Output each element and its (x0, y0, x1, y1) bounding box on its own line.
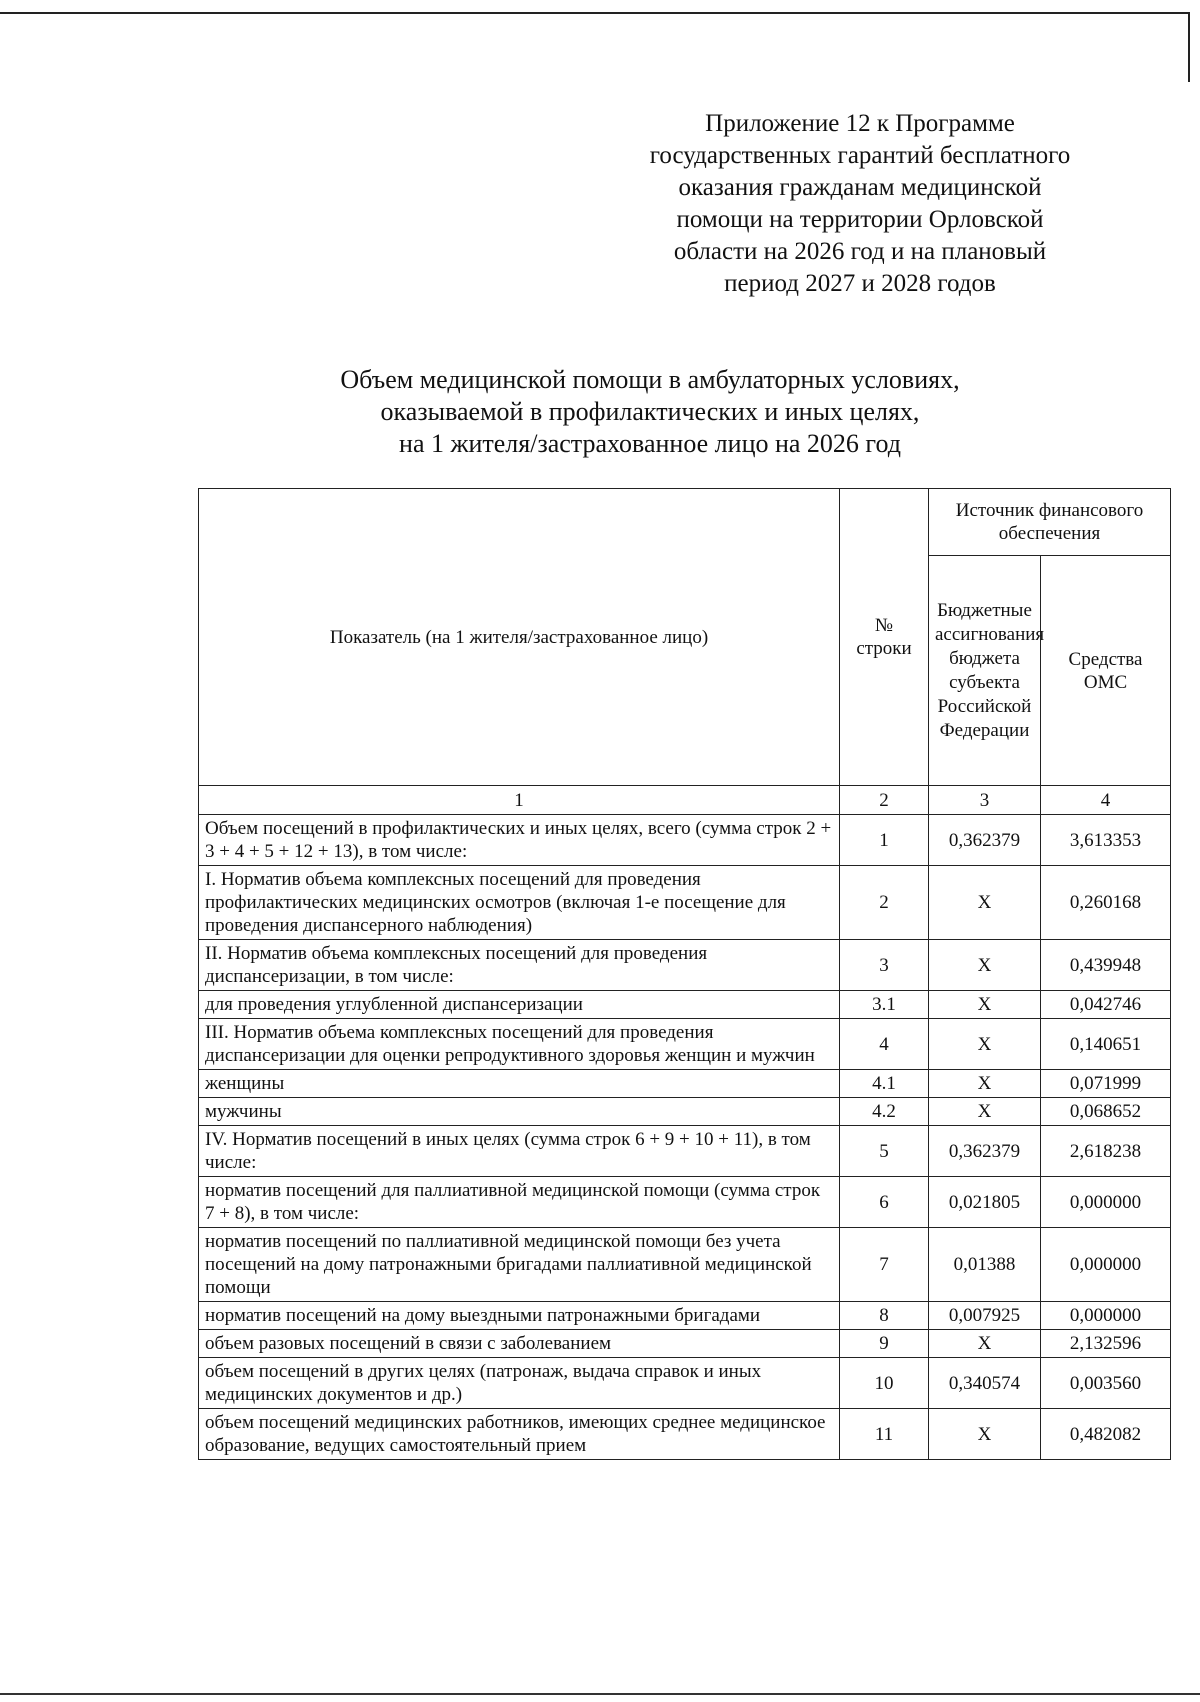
document-title (260, 364, 1040, 460)
header-funding-source: Источник финансового обеспечения (929, 489, 1171, 556)
row-number: 11 (840, 1409, 929, 1460)
row-oms-value: 0,000000 (1041, 1228, 1171, 1302)
appendix-line: период 2027 и 2028 годов (724, 270, 996, 297)
row-number: 6 (840, 1177, 929, 1228)
row-number: 7 (840, 1228, 929, 1302)
row-number: 4 (840, 1019, 929, 1070)
table-row (199, 866, 1171, 940)
row-budget-value: Х (929, 991, 1041, 1019)
title-line: на 1 жителя/застрахованное лицо на 2026 год (399, 429, 901, 458)
row-budget-value: 0,021805 (929, 1177, 1041, 1228)
row-indicator: I. Норматив объема комплексных посещений для проведения профилактических медицинских осмотров (включая 1-е посещение для проведения диспансерного наблюдения) (199, 866, 840, 940)
appendix-header (600, 108, 1120, 300)
appendix-line: Приложение 12 к Программе (705, 110, 1015, 137)
row-number: 1 (840, 815, 929, 866)
row-number: 5 (840, 1126, 929, 1177)
row-budget-value: Х (929, 1019, 1041, 1070)
row-indicator: IV. Норматив посещений в иных целях (сумма строк 6 + 9 + 10 + 11), в том числе: (199, 1126, 840, 1177)
row-number: 3.1 (840, 991, 929, 1019)
row-oms-value: 2,132596 (1041, 1330, 1171, 1358)
row-budget-value: Х (929, 866, 1041, 940)
column-number: 1 (199, 786, 840, 815)
row-oms-value: 0,003560 (1041, 1358, 1171, 1409)
row-budget-value: Х (929, 1330, 1041, 1358)
row-indicator: норматив посещений по паллиативной медицинской помощи без учета посещений на дому патронажными бригадами паллиативной медицинской помощи (199, 1228, 840, 1302)
table-row (199, 1330, 1171, 1358)
row-oms-value: 0,071999 (1041, 1070, 1171, 1098)
table-row (199, 1098, 1171, 1126)
row-budget-value: Х (929, 1098, 1041, 1126)
row-oms-value: 0,140651 (1041, 1019, 1171, 1070)
appendix-line: оказания гражданам медицинской (678, 174, 1042, 201)
row-oms-value: 0,068652 (1041, 1098, 1171, 1126)
row-oms-value: 0,482082 (1041, 1409, 1171, 1460)
row-indicator: норматив посещений на дому выездными патронажными бригадами (199, 1302, 840, 1330)
row-oms-value: 3,613353 (1041, 815, 1171, 866)
table-row (199, 991, 1171, 1019)
row-budget-value: 0,340574 (929, 1358, 1041, 1409)
header-indicator: Показатель (на 1 жителя/застрахованное лицо) (199, 489, 840, 786)
row-indicator: мужчины (199, 1098, 840, 1126)
header-budget: Бюджетные ассигнования бюджета субъекта Российской Федерации (929, 556, 1041, 786)
appendix-line: государственных гарантий бесплатного (649, 142, 1071, 169)
row-budget-value: 0,362379 (929, 815, 1041, 866)
row-number: 9 (840, 1330, 929, 1358)
row-indicator: объем посещений в других целях (патронаж, выдача справок и иных медицинских документов и др.) (199, 1358, 840, 1409)
row-indicator: объем разовых посещений в связи с заболеванием (199, 1330, 840, 1358)
table-row (199, 1070, 1171, 1098)
table-row (199, 1177, 1171, 1228)
table-row (199, 1409, 1171, 1460)
column-number: 3 (929, 786, 1041, 815)
row-budget-value: Х (929, 1070, 1041, 1098)
header-row-number: № строки (840, 489, 929, 786)
row-number: 3 (840, 940, 929, 991)
row-number: 10 (840, 1358, 929, 1409)
row-number: 4.1 (840, 1070, 929, 1098)
title-line: оказываемой в профилактических и иных целях, (380, 397, 920, 426)
row-oms-value: 0,042746 (1041, 991, 1171, 1019)
row-oms-value: 0,260168 (1041, 866, 1171, 940)
row-number: 8 (840, 1302, 929, 1330)
table-row (199, 815, 1171, 866)
row-budget-value: 0,01388 (929, 1228, 1041, 1302)
row-indicator: для проведения углубленной диспансеризации (199, 991, 840, 1019)
row-number: 2 (840, 866, 929, 940)
row-indicator: объем посещений медицинских работников, имеющих среднее медицинское образование, ведущих самостоятельный прием (199, 1409, 840, 1460)
table-row (199, 1358, 1171, 1409)
row-indicator: II. Норматив объема комплексных посещений для проведения диспансеризации, в том числе: (199, 940, 840, 991)
scan-border-top (0, 12, 1188, 14)
row-number: 4.2 (840, 1098, 929, 1126)
row-indicator: женщины (199, 1070, 840, 1098)
row-indicator: норматив посещений для паллиативной медицинской помощи (сумма строк 7 + 8), в том числе: (199, 1177, 840, 1228)
row-oms-value: 0,000000 (1041, 1302, 1171, 1330)
table-row (199, 1019, 1171, 1070)
scan-border-bottom (0, 1693, 1200, 1695)
row-oms-value: 2,618238 (1041, 1126, 1171, 1177)
scan-border-right (1188, 12, 1190, 82)
column-number: 4 (1041, 786, 1171, 815)
column-number: 2 (840, 786, 929, 815)
row-indicator: III. Норматив объема комплексных посещений для проведения диспансеризации для оценки репродуктивного здоровья женщин и мужчин (199, 1019, 840, 1070)
row-budget-value: 0,007925 (929, 1302, 1041, 1330)
table-row (199, 1126, 1171, 1177)
row-budget-value: 0,362379 (929, 1126, 1041, 1177)
appendix-line: помощи на территории Орловской (676, 206, 1044, 233)
header-oms: Средства ОМС (1041, 556, 1171, 786)
table-row (199, 940, 1171, 991)
title-line: Объем медицинской помощи в амбулаторных условиях, (340, 365, 960, 394)
row-budget-value: Х (929, 1409, 1041, 1460)
table-row (199, 1302, 1171, 1330)
volume-table (198, 488, 1171, 1460)
row-oms-value: 0,000000 (1041, 1177, 1171, 1228)
table-row (199, 1228, 1171, 1302)
row-oms-value: 0,439948 (1041, 940, 1171, 991)
row-budget-value: Х (929, 940, 1041, 991)
appendix-line: области на 2026 год и на плановый (673, 238, 1047, 265)
row-indicator: Объем посещений в профилактических и иных целях, всего (сумма строк 2 + 3 + 4 + 5 + 12 + 13), в том числе: (199, 815, 840, 866)
